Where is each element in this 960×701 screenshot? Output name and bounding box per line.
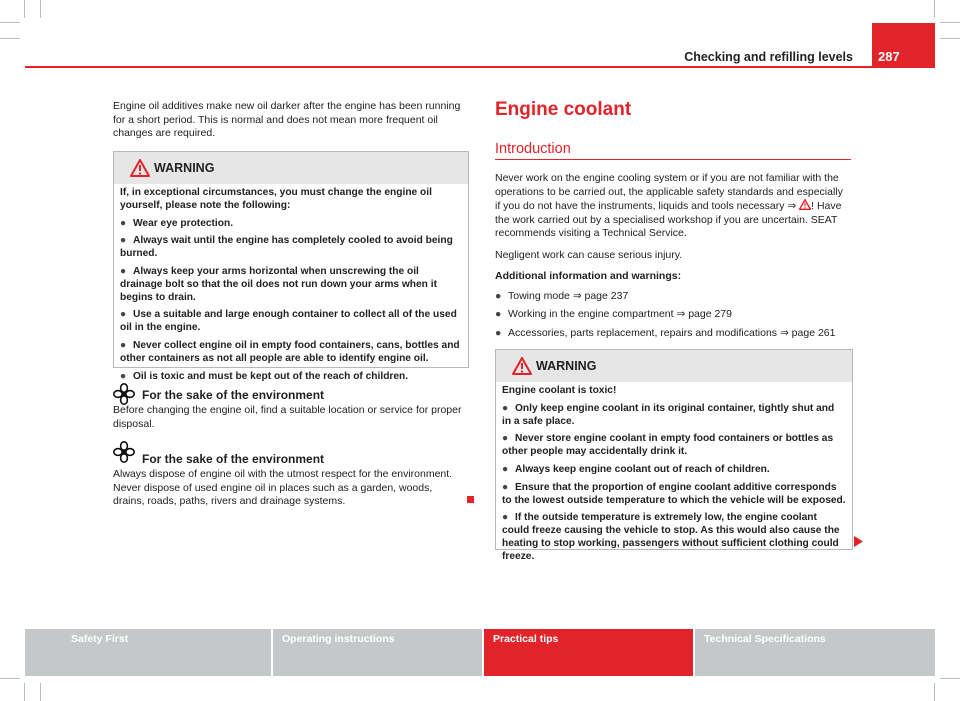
flower-icon [113, 383, 135, 405]
nav-tab-practical-tips[interactable] [484, 629, 693, 676]
warning-item: ● Oil is toxic and must be kept out of the reach of children. [120, 370, 409, 382]
nav-tab-label: Safety First [71, 633, 129, 645]
warning-item: ● Never collect engine oil in empty food containers, cans, bottles and other containers as not all people are able to identify engine oil. [120, 339, 460, 364]
end-of-section-marker [467, 496, 474, 503]
warning-item: ● Ensure that the proportion of engine coolant additive corresponds to the lowest outside temperature to which the vehicle will be exposed. [502, 481, 846, 506]
environment-text: Before changing the engine oil, find a suitable location or service for proper disposal. [113, 404, 462, 430]
coolant-warning-box [495, 349, 853, 562]
crop-mark [0, 678, 20, 679]
page-number-tab [872, 23, 935, 67]
crop-mark [0, 22, 20, 23]
warning-item: ● Always keep your arms horizontal when unscrewing the oil drainage bolt so that the oil does not run down your arms when it begins to drain. [120, 265, 437, 303]
environment-title: For the sake of the environment [142, 452, 325, 466]
warning-triangle-icon [512, 357, 532, 375]
flower-icon [113, 441, 135, 463]
crop-mark [940, 22, 960, 23]
warning-item: ● Only keep engine coolant in its original container, tightly shut and in a safe place. [502, 402, 835, 427]
right-column [495, 172, 851, 345]
crop-mark [40, 683, 41, 701]
warning-item: ● Wear eye protection. [120, 217, 234, 229]
nav-tab-safety-first[interactable] [25, 629, 271, 676]
warning-item: ● Use a suitable and large enough container to collect all of the used oil in the engine. [120, 309, 457, 334]
nav-tab-technical-specifications[interactable] [695, 629, 935, 676]
warning-item: ● Always wait until the engine has completely cooled to avoid being burned. [120, 235, 453, 260]
warning-triangle-icon [799, 199, 811, 210]
crop-mark [0, 38, 20, 39]
warning-item: ● Never store engine coolant in empty food containers or bottles as other people may accidentally drink it. [502, 433, 834, 458]
warning-triangle-icon [130, 159, 150, 177]
paragraph: Negligent work can cause serious injury. [495, 248, 683, 261]
section-heading: Engine coolant [495, 99, 632, 120]
warning-label: WARNING [536, 359, 597, 373]
subheading-rule [495, 159, 851, 160]
crop-mark [24, 0, 25, 18]
cross-reference-link[interactable]: ● Working in the engine compartment ⇒ page 279 [495, 308, 732, 320]
oil-warning-box [113, 151, 469, 382]
crop-mark [24, 683, 25, 701]
continue-arrow-icon [854, 536, 863, 547]
header-rule [25, 66, 935, 68]
cross-reference-link[interactable]: ● Towing mode ⇒ page 237 [495, 289, 629, 302]
warning-lead: Engine coolant is toxic! [502, 385, 617, 396]
crop-mark [934, 0, 935, 18]
environment-title: For the sake of the environment [142, 388, 325, 402]
crop-mark [40, 0, 41, 18]
info-heading: Additional information and warnings: [495, 270, 682, 282]
left-column [113, 100, 467, 141]
warning-item: ● Always keep engine coolant out of reach of children. [502, 463, 770, 475]
warning-label: WARNING [154, 161, 215, 175]
crop-mark [940, 678, 960, 679]
cross-reference-link[interactable]: ● Accessories, parts replacement, repairs and modifications ⇒ page 261 [495, 326, 836, 339]
section-title: Checking and refilling levels [684, 50, 853, 64]
intro-paragraph: Never work on the engine cooling system or if you are not familiar with the operations to be carried out, the applicable safety standards and especially if you do not have the instruments, liquids and tools necessary ⇒ ! Have the work carried out by a specialised workshop if you are uncertain. SEAT recommends visiting a Technical Service. [495, 172, 843, 239]
nav-tab-label: Practical tips [493, 633, 559, 645]
page-number: 287 [878, 49, 900, 64]
warning-item: ● If the outside temperature is extremely low, the engine coolant could freeze causing the vehicle to stop. As this would also cause the heating to stop working, passengers without sufficient clothing could freeze. [502, 512, 840, 562]
warning-body [114, 184, 468, 392]
warning-lead: If, in exceptional circumstances, you must change the engine oil yourself, please note the following: [120, 187, 432, 211]
crop-mark [934, 683, 935, 701]
nav-tab-operating-instructions[interactable] [273, 629, 482, 676]
warning-header [114, 152, 468, 184]
intro-paragraph: Engine oil additives make new oil darker after the engine has been running for a short period. This is normal and does not mean more frequent oil changes are required. [113, 100, 461, 139]
environment-text: Always dispose of engine oil with the utmost respect for the environment. Never dispose of used engine oil in places such as a garden, woods, drains, roads, paths, rivers and drainage systems. [113, 468, 453, 507]
warning-body [496, 382, 852, 573]
nav-tab-label: Technical Specifications [704, 633, 826, 645]
nav-tab-label: Operating instructions [282, 633, 395, 645]
warning-header [496, 350, 852, 382]
subsection-heading: Introduction [495, 141, 571, 157]
crop-mark [940, 38, 960, 39]
